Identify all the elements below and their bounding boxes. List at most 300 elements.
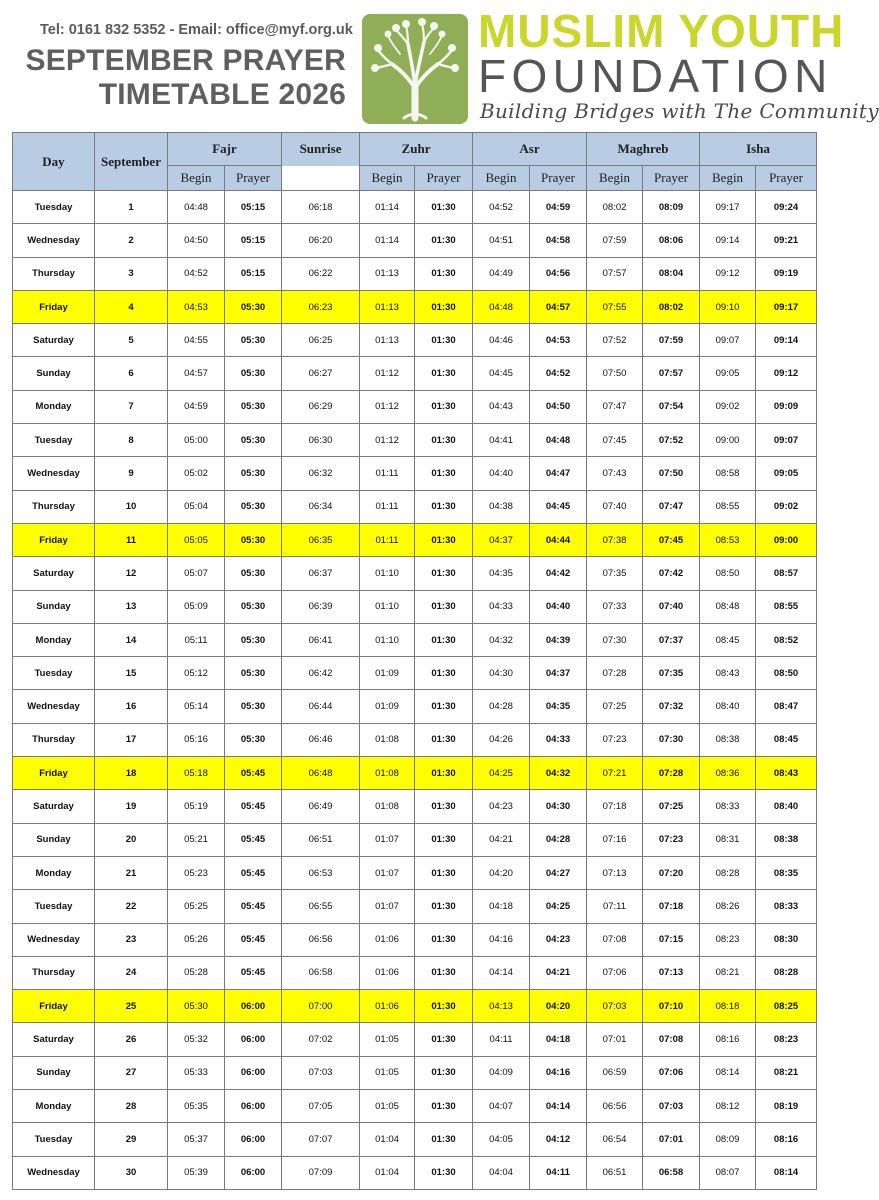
col-group-asr: Asr [473, 133, 587, 166]
cell-isha-prayer: 08:57 [756, 557, 817, 590]
cell-zuhr-begin: 01:12 [360, 390, 415, 423]
cell-maghreb-prayer: 07:06 [643, 1056, 700, 1089]
cell-sunrise: 06:29 [282, 390, 360, 423]
cell-zuhr-begin: 01:10 [360, 623, 415, 656]
brand-tagline: Building Bridges with The Community [480, 99, 879, 123]
col-group-sunrise: Sunrise [282, 133, 360, 166]
cell-date: 26 [95, 1023, 168, 1056]
cell-fajr-prayer: 05:15 [225, 191, 282, 224]
cell-asr-prayer: 04:30 [530, 790, 587, 823]
cell-asr-begin: 04:21 [473, 823, 530, 856]
cell-zuhr-begin: 01:14 [360, 224, 415, 257]
cell-day: Wednesday [13, 690, 95, 723]
cell-day: Monday [13, 623, 95, 656]
cell-isha-prayer: 08:50 [756, 657, 817, 690]
cell-zuhr-prayer: 01:30 [415, 191, 473, 224]
cell-maghreb-begin: 07:50 [587, 357, 643, 390]
cell-day: Tuesday [13, 191, 95, 224]
table-row [13, 990, 817, 1023]
cell-day: Friday [13, 523, 95, 556]
cell-asr-begin: 04:46 [473, 324, 530, 357]
cell-date: 19 [95, 790, 168, 823]
cell-asr-begin: 04:30 [473, 657, 530, 690]
cell-asr-begin: 04:38 [473, 490, 530, 523]
cell-asr-prayer: 04:12 [530, 1123, 587, 1156]
cell-fajr-prayer: 05:45 [225, 757, 282, 790]
cell-asr-begin: 04:13 [473, 990, 530, 1023]
cell-zuhr-begin: 01:04 [360, 1123, 415, 1156]
sub-prayer: Prayer [530, 166, 587, 191]
cell-zuhr-begin: 01:08 [360, 757, 415, 790]
cell-maghreb-prayer: 07:59 [643, 324, 700, 357]
cell-isha-prayer: 08:30 [756, 923, 817, 956]
cell-maghreb-begin: 07:47 [587, 390, 643, 423]
cell-date: 10 [95, 490, 168, 523]
cell-fajr-begin: 05:33 [168, 1056, 225, 1089]
cell-sunrise: 06:37 [282, 557, 360, 590]
sub-prayer: Prayer [643, 166, 700, 191]
cell-zuhr-prayer: 01:30 [415, 1156, 473, 1189]
col-group-isha: Isha [700, 133, 817, 166]
table-row [13, 324, 817, 357]
cell-zuhr-begin: 01:09 [360, 657, 415, 690]
sub-begin: Begin [360, 166, 415, 191]
cell-fajr-prayer: 05:15 [225, 224, 282, 257]
cell-zuhr-prayer: 01:30 [415, 257, 473, 290]
cell-zuhr-prayer: 01:30 [415, 790, 473, 823]
col-month: September [95, 133, 168, 191]
cell-zuhr-prayer: 01:30 [415, 723, 473, 756]
cell-maghreb-prayer: 08:06 [643, 224, 700, 257]
cell-zuhr-prayer: 01:30 [415, 390, 473, 423]
cell-sunrise: 06:55 [282, 890, 360, 923]
cell-isha-begin: 08:26 [700, 890, 756, 923]
cell-asr-prayer: 04:47 [530, 457, 587, 490]
cell-sunrise: 06:46 [282, 723, 360, 756]
cell-isha-prayer: 08:19 [756, 1090, 817, 1123]
cell-maghreb-begin: 07:25 [587, 690, 643, 723]
cell-maghreb-prayer: 07:57 [643, 357, 700, 390]
cell-fajr-prayer: 05:30 [225, 523, 282, 556]
cell-zuhr-prayer: 01:30 [415, 1056, 473, 1089]
table-header [13, 133, 817, 191]
cell-asr-begin: 04:09 [473, 1056, 530, 1089]
logo-tree-graphic [362, 14, 468, 124]
cell-maghreb-prayer: 07:03 [643, 1090, 700, 1123]
cell-zuhr-begin: 01:06 [360, 956, 415, 989]
cell-asr-begin: 04:16 [473, 923, 530, 956]
cell-asr-prayer: 04:58 [530, 224, 587, 257]
cell-isha-prayer: 08:14 [756, 1156, 817, 1189]
cell-fajr-begin: 05:07 [168, 557, 225, 590]
cell-asr-prayer: 04:23 [530, 923, 587, 956]
cell-sunrise: 07:03 [282, 1056, 360, 1089]
table-row [13, 1056, 817, 1089]
cell-day: Friday [13, 757, 95, 790]
cell-date: 7 [95, 390, 168, 423]
cell-date: 6 [95, 357, 168, 390]
cell-date: 18 [95, 757, 168, 790]
cell-sunrise: 06:49 [282, 790, 360, 823]
cell-asr-prayer: 04:18 [530, 1023, 587, 1056]
cell-zuhr-prayer: 01:30 [415, 290, 473, 323]
cell-fajr-prayer: 05:30 [225, 490, 282, 523]
cell-sunrise: 06:27 [282, 357, 360, 390]
cell-isha-begin: 08:21 [700, 956, 756, 989]
cell-isha-begin: 09:07 [700, 324, 756, 357]
cell-isha-begin: 08:48 [700, 590, 756, 623]
cell-asr-begin: 04:14 [473, 956, 530, 989]
cell-isha-prayer: 09:19 [756, 257, 817, 290]
cell-asr-begin: 04:49 [473, 257, 530, 290]
cell-fajr-prayer: 05:30 [225, 390, 282, 423]
cell-date: 29 [95, 1123, 168, 1156]
sub-prayer: Prayer [225, 166, 282, 191]
cell-isha-begin: 08:38 [700, 723, 756, 756]
cell-asr-begin: 04:43 [473, 390, 530, 423]
cell-zuhr-begin: 01:11 [360, 490, 415, 523]
cell-maghreb-prayer: 07:25 [643, 790, 700, 823]
cell-fajr-begin: 05:05 [168, 523, 225, 556]
sub-begin: Begin [587, 166, 643, 191]
table-row [13, 890, 817, 923]
cell-maghreb-begin: 07:03 [587, 990, 643, 1023]
cell-maghreb-begin: 07:11 [587, 890, 643, 923]
table-row [13, 1156, 817, 1189]
cell-asr-prayer: 04:32 [530, 757, 587, 790]
cell-asr-begin: 04:48 [473, 290, 530, 323]
cell-zuhr-prayer: 01:30 [415, 457, 473, 490]
cell-asr-prayer: 04:27 [530, 856, 587, 889]
table-row [13, 590, 817, 623]
cell-isha-begin: 08:18 [700, 990, 756, 1023]
cell-date: 9 [95, 457, 168, 490]
col-day: Day [13, 133, 95, 191]
cell-asr-prayer: 04:14 [530, 1090, 587, 1123]
cell-date: 1 [95, 191, 168, 224]
cell-zuhr-prayer: 01:30 [415, 657, 473, 690]
cell-day: Wednesday [13, 923, 95, 956]
cell-asr-prayer: 04:57 [530, 290, 587, 323]
cell-isha-prayer: 08:25 [756, 990, 817, 1023]
cell-sunrise: 06:32 [282, 457, 360, 490]
cell-maghreb-begin: 06:59 [587, 1056, 643, 1089]
cell-day: Thursday [13, 257, 95, 290]
cell-isha-begin: 09:14 [700, 224, 756, 257]
cell-isha-begin: 08:31 [700, 823, 756, 856]
cell-asr-begin: 04:26 [473, 723, 530, 756]
cell-asr-prayer: 04:39 [530, 623, 587, 656]
table-row [13, 1090, 817, 1123]
cell-asr-begin: 04:45 [473, 357, 530, 390]
cell-fajr-begin: 05:09 [168, 590, 225, 623]
cell-sunrise: 07:02 [282, 1023, 360, 1056]
cell-fajr-begin: 05:37 [168, 1123, 225, 1156]
cell-zuhr-begin: 01:13 [360, 290, 415, 323]
cell-maghreb-begin: 07:40 [587, 490, 643, 523]
cell-asr-begin: 04:52 [473, 191, 530, 224]
cell-sunrise: 06:51 [282, 823, 360, 856]
cell-maghreb-begin: 07:35 [587, 557, 643, 590]
cell-zuhr-prayer: 01:30 [415, 490, 473, 523]
cell-isha-begin: 08:23 [700, 923, 756, 956]
cell-zuhr-begin: 01:04 [360, 1156, 415, 1189]
cell-date: 2 [95, 224, 168, 257]
cell-date: 3 [95, 257, 168, 290]
cell-fajr-prayer: 05:45 [225, 856, 282, 889]
cell-fajr-prayer: 05:30 [225, 623, 282, 656]
cell-zuhr-begin: 01:11 [360, 457, 415, 490]
title-line-1: SEPTEMBER PRAYER [25, 44, 346, 77]
cell-fajr-begin: 05:30 [168, 990, 225, 1023]
cell-asr-begin: 04:25 [473, 757, 530, 790]
cell-zuhr-prayer: 01:30 [415, 523, 473, 556]
cell-asr-begin: 04:07 [473, 1090, 530, 1123]
cell-maghreb-begin: 07:33 [587, 590, 643, 623]
cell-fajr-prayer: 05:45 [225, 923, 282, 956]
cell-zuhr-begin: 01:05 [360, 1023, 415, 1056]
cell-zuhr-prayer: 01:30 [415, 324, 473, 357]
cell-maghreb-prayer: 07:50 [643, 457, 700, 490]
cell-maghreb-begin: 07:52 [587, 324, 643, 357]
cell-fajr-prayer: 05:30 [225, 557, 282, 590]
cell-maghreb-prayer: 07:52 [643, 424, 700, 457]
cell-isha-begin: 08:28 [700, 856, 756, 889]
cell-isha-prayer: 08:16 [756, 1123, 817, 1156]
cell-zuhr-begin: 01:14 [360, 191, 415, 224]
cell-isha-begin: 09:02 [700, 390, 756, 423]
cell-zuhr-prayer: 01:30 [415, 956, 473, 989]
cell-fajr-prayer: 05:30 [225, 457, 282, 490]
cell-fajr-prayer: 05:30 [225, 290, 282, 323]
cell-isha-begin: 09:05 [700, 357, 756, 390]
cell-fajr-begin: 05:18 [168, 757, 225, 790]
table-row [13, 956, 817, 989]
cell-date: 23 [95, 923, 168, 956]
tree-hands-icon [362, 14, 468, 124]
cell-asr-begin: 04:40 [473, 457, 530, 490]
cell-zuhr-begin: 01:12 [360, 424, 415, 457]
cell-zuhr-prayer: 01:30 [415, 990, 473, 1023]
cell-maghreb-begin: 07:16 [587, 823, 643, 856]
cell-maghreb-begin: 07:38 [587, 523, 643, 556]
cell-isha-begin: 08:53 [700, 523, 756, 556]
cell-isha-prayer: 09:14 [756, 324, 817, 357]
cell-maghreb-begin: 07:30 [587, 623, 643, 656]
cell-isha-prayer: 08:55 [756, 590, 817, 623]
cell-maghreb-prayer: 08:09 [643, 191, 700, 224]
cell-maghreb-begin: 06:56 [587, 1090, 643, 1123]
table-row [13, 757, 817, 790]
cell-day: Wednesday [13, 457, 95, 490]
cell-asr-begin: 04:51 [473, 224, 530, 257]
cell-date: 8 [95, 424, 168, 457]
cell-date: 16 [95, 690, 168, 723]
cell-isha-begin: 08:07 [700, 1156, 756, 1189]
cell-day: Thursday [13, 956, 95, 989]
col-group-fajr: Fajr [168, 133, 282, 166]
cell-sunrise: 06:18 [282, 191, 360, 224]
cell-zuhr-prayer: 01:30 [415, 590, 473, 623]
cell-maghreb-prayer: 07:54 [643, 390, 700, 423]
cell-fajr-begin: 04:59 [168, 390, 225, 423]
cell-isha-begin: 08:33 [700, 790, 756, 823]
cell-maghreb-begin: 07:55 [587, 290, 643, 323]
cell-maghreb-begin: 08:02 [587, 191, 643, 224]
cell-fajr-prayer: 05:30 [225, 357, 282, 390]
cell-fajr-begin: 04:50 [168, 224, 225, 257]
cell-zuhr-prayer: 01:30 [415, 1123, 473, 1156]
cell-zuhr-prayer: 01:30 [415, 1023, 473, 1056]
cell-asr-prayer: 04:50 [530, 390, 587, 423]
cell-zuhr-prayer: 01:30 [415, 424, 473, 457]
cell-isha-prayer: 08:47 [756, 690, 817, 723]
cell-day: Friday [13, 990, 95, 1023]
cell-fajr-begin: 05:26 [168, 923, 225, 956]
cell-asr-prayer: 04:28 [530, 823, 587, 856]
cell-isha-prayer: 08:23 [756, 1023, 817, 1056]
cell-fajr-begin: 05:28 [168, 956, 225, 989]
cell-maghreb-prayer: 07:20 [643, 856, 700, 889]
cell-day: Sunday [13, 823, 95, 856]
cell-date: 17 [95, 723, 168, 756]
cell-date: 12 [95, 557, 168, 590]
cell-fajr-begin: 05:16 [168, 723, 225, 756]
cell-zuhr-begin: 01:08 [360, 790, 415, 823]
cell-maghreb-begin: 06:51 [587, 1156, 643, 1189]
cell-fajr-begin: 04:57 [168, 357, 225, 390]
cell-date: 24 [95, 956, 168, 989]
cell-asr-prayer: 04:45 [530, 490, 587, 523]
cell-maghreb-prayer: 07:32 [643, 690, 700, 723]
cell-isha-begin: 08:55 [700, 490, 756, 523]
table-row [13, 723, 817, 756]
cell-asr-prayer: 04:56 [530, 257, 587, 290]
cell-date: 14 [95, 623, 168, 656]
sub-prayer: Prayer [415, 166, 473, 191]
cell-asr-prayer: 04:20 [530, 990, 587, 1023]
prayer-timetable [12, 132, 817, 1190]
cell-zuhr-prayer: 01:30 [415, 923, 473, 956]
cell-zuhr-begin: 01:05 [360, 1090, 415, 1123]
table-row [13, 257, 817, 290]
cell-maghreb-prayer: 07:42 [643, 557, 700, 590]
cell-zuhr-begin: 01:06 [360, 990, 415, 1023]
table-row [13, 623, 817, 656]
cell-maghreb-begin: 07:59 [587, 224, 643, 257]
cell-fajr-begin: 05:00 [168, 424, 225, 457]
cell-fajr-begin: 05:12 [168, 657, 225, 690]
cell-day: Wednesday [13, 224, 95, 257]
cell-maghreb-prayer: 08:02 [643, 290, 700, 323]
cell-maghreb-begin: 07:45 [587, 424, 643, 457]
cell-asr-begin: 04:33 [473, 590, 530, 623]
cell-fajr-prayer: 05:45 [225, 823, 282, 856]
cell-sunrise: 07:05 [282, 1090, 360, 1123]
cell-fajr-begin: 04:52 [168, 257, 225, 290]
table-row [13, 191, 817, 224]
cell-date: 4 [95, 290, 168, 323]
cell-isha-prayer: 09:02 [756, 490, 817, 523]
cell-day: Sunday [13, 357, 95, 390]
cell-zuhr-begin: 01:13 [360, 324, 415, 357]
cell-maghreb-begin: 07:43 [587, 457, 643, 490]
cell-maghreb-prayer: 06:58 [643, 1156, 700, 1189]
cell-day: Sunday [13, 590, 95, 623]
cell-day: Saturday [13, 790, 95, 823]
cell-fajr-prayer: 06:00 [225, 990, 282, 1023]
cell-isha-begin: 08:12 [700, 1090, 756, 1123]
cell-maghreb-prayer: 07:45 [643, 523, 700, 556]
table-row [13, 357, 817, 390]
table-row [13, 424, 817, 457]
sub-begin: Begin [700, 166, 756, 191]
cell-maghreb-prayer: 07:35 [643, 657, 700, 690]
cell-asr-prayer: 04:21 [530, 956, 587, 989]
cell-maghreb-prayer: 07:10 [643, 990, 700, 1023]
cell-day: Monday [13, 856, 95, 889]
cell-day: Thursday [13, 723, 95, 756]
cell-date: 20 [95, 823, 168, 856]
table-row [13, 690, 817, 723]
cell-isha-prayer: 08:33 [756, 890, 817, 923]
cell-isha-prayer: 09:17 [756, 290, 817, 323]
cell-fajr-prayer: 05:30 [225, 324, 282, 357]
table-row [13, 823, 817, 856]
cell-isha-prayer: 09:07 [756, 424, 817, 457]
cell-isha-prayer: 08:52 [756, 623, 817, 656]
cell-date: 28 [95, 1090, 168, 1123]
cell-maghreb-begin: 07:06 [587, 956, 643, 989]
cell-sunrise: 06:48 [282, 757, 360, 790]
cell-fajr-prayer: 05:45 [225, 890, 282, 923]
cell-fajr-begin: 04:53 [168, 290, 225, 323]
cell-isha-begin: 09:12 [700, 257, 756, 290]
cell-day: Sunday [13, 1056, 95, 1089]
table-row [13, 490, 817, 523]
cell-isha-begin: 09:00 [700, 424, 756, 457]
cell-sunrise: 06:25 [282, 324, 360, 357]
cell-maghreb-begin: 06:54 [587, 1123, 643, 1156]
cell-maghreb-prayer: 07:40 [643, 590, 700, 623]
cell-fajr-prayer: 05:30 [225, 424, 282, 457]
cell-date: 22 [95, 890, 168, 923]
table-row [13, 457, 817, 490]
cell-fajr-begin: 05:23 [168, 856, 225, 889]
cell-asr-begin: 04:11 [473, 1023, 530, 1056]
cell-maghreb-prayer: 07:23 [643, 823, 700, 856]
cell-fajr-prayer: 05:30 [225, 723, 282, 756]
cell-date: 25 [95, 990, 168, 1023]
cell-maghreb-prayer: 07:37 [643, 623, 700, 656]
cell-asr-prayer: 04:52 [530, 357, 587, 390]
cell-zuhr-prayer: 01:30 [415, 823, 473, 856]
cell-sunrise: 07:09 [282, 1156, 360, 1189]
cell-date: 5 [95, 324, 168, 357]
cell-asr-begin: 04:05 [473, 1123, 530, 1156]
table-body [13, 191, 817, 1190]
cell-isha-begin: 08:45 [700, 623, 756, 656]
cell-maghreb-prayer: 08:04 [643, 257, 700, 290]
table-row [13, 1023, 817, 1056]
cell-sunrise: 06:56 [282, 923, 360, 956]
col-group-zuhr: Zuhr [360, 133, 473, 166]
cell-isha-begin: 08:58 [700, 457, 756, 490]
cell-zuhr-prayer: 01:30 [415, 357, 473, 390]
cell-day: Tuesday [13, 1123, 95, 1156]
cell-day: Monday [13, 390, 95, 423]
cell-asr-prayer: 04:11 [530, 1156, 587, 1189]
